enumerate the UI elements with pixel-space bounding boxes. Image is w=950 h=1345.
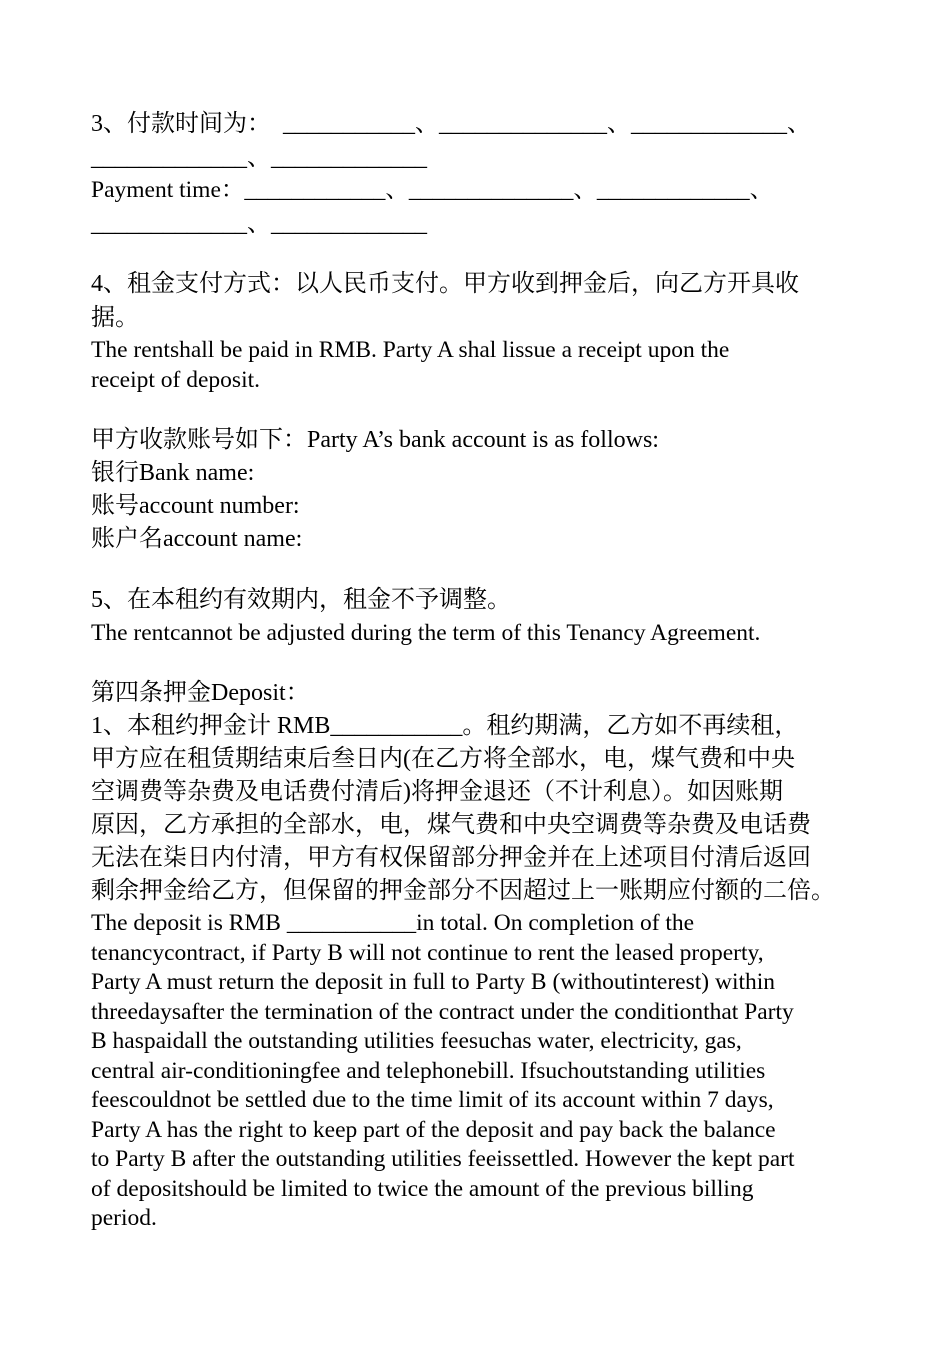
payment-method-zh-line-1: 4、租金支付方式：以人民币支付。甲方收到押金后，向乙方开具收	[91, 271, 799, 297]
deposit-zh-line: 甲方应在租赁期结束后叁日内(在乙方将全部水，电，煤气费和中央	[91, 746, 795, 772]
deposit-zh-line: 原因，乙方承担的全部水，电，煤气费和中央空调费等杂费及电话费	[91, 812, 811, 838]
deposit-zh-line: 空调费等杂费及电话费付清后)将押金退还（不计利息）。如因账期	[91, 779, 783, 805]
deposit-en-line: Party A has the right to keep part of the deposit and pay back the balance	[91, 1117, 776, 1143]
payment-time-zh-line-1: 3、付款时间为： ___________、______________、_____________、	[91, 111, 811, 137]
deposit-en-line: The deposit is RMB ___________in total. On completion of the	[91, 910, 695, 936]
account-number-field: 账号account number:	[91, 493, 300, 519]
bank-account-heading: 甲方收款账号如下：Party A’s bank account is as follows:	[91, 427, 659, 453]
no-adjustment-en: The rentcannot be adjusted during the term of this Tenancy Agreement.	[91, 620, 761, 646]
no-adjustment-zh: 5、在本租约有效期内，租金不予调整。	[91, 587, 511, 613]
deposit-en-line: tenancycontract, if Party B will not continue to rent the leased property,	[91, 940, 764, 966]
deposit-zh-line: 剩余押金给乙方，但保留的押金部分不因超过上一账期应付额的二倍。	[91, 878, 835, 904]
deposit-en-line: central air-conditioningfee and telephonebill. Ifsuchoutstanding utilities	[91, 1058, 766, 1084]
payment-time-zh-line-2: _____________、_____________	[91, 145, 427, 171]
deposit-en-line: Party A must return the deposit in full to Party B (withoutinterest) within	[91, 969, 776, 995]
payment-time-en-line-1: Payment time：____________、______________、_____________、	[91, 177, 774, 203]
payment-method-en-line-2: receipt of deposit.	[91, 367, 261, 393]
account-name-field: 账户名account name:	[91, 526, 303, 552]
payment-method-en-line-1: The rentshall be paid in RMB. Party A shal lissue a receipt upon the	[91, 337, 730, 363]
deposit-en-line: feescouldnot be settled due to the time limit of its account within 7 days,	[91, 1087, 774, 1113]
deposit-en-line: period.	[91, 1205, 157, 1231]
deposit-en-line: B haspaidall the outstanding utilities feesuchas water, electricity, gas,	[91, 1028, 742, 1054]
deposit-en-line: of depositshould be limited to twice the amount of the previous billing	[91, 1176, 754, 1202]
payment-method-zh-line-2: 据。	[91, 305, 139, 331]
deposit-en-line: to Party B after the outstanding utilities feeissettled. However the kept part	[91, 1146, 795, 1172]
payment-time-en-line-2: _____________、_____________	[91, 211, 427, 237]
deposit-title: 第四条押金Deposit：	[91, 680, 310, 706]
bank-name-field: 银行Bank name:	[91, 460, 255, 486]
deposit-zh-line: 1、本租约押金计 RMB___________。租约期满，乙方如不再续租，	[91, 713, 799, 739]
deposit-zh-line: 无法在柒日内付清，甲方有权保留部分押金并在上述项目付清后返回	[91, 845, 811, 871]
deposit-en-line: threedaysafter the termination of the contract under the conditionthat Party	[91, 999, 794, 1025]
